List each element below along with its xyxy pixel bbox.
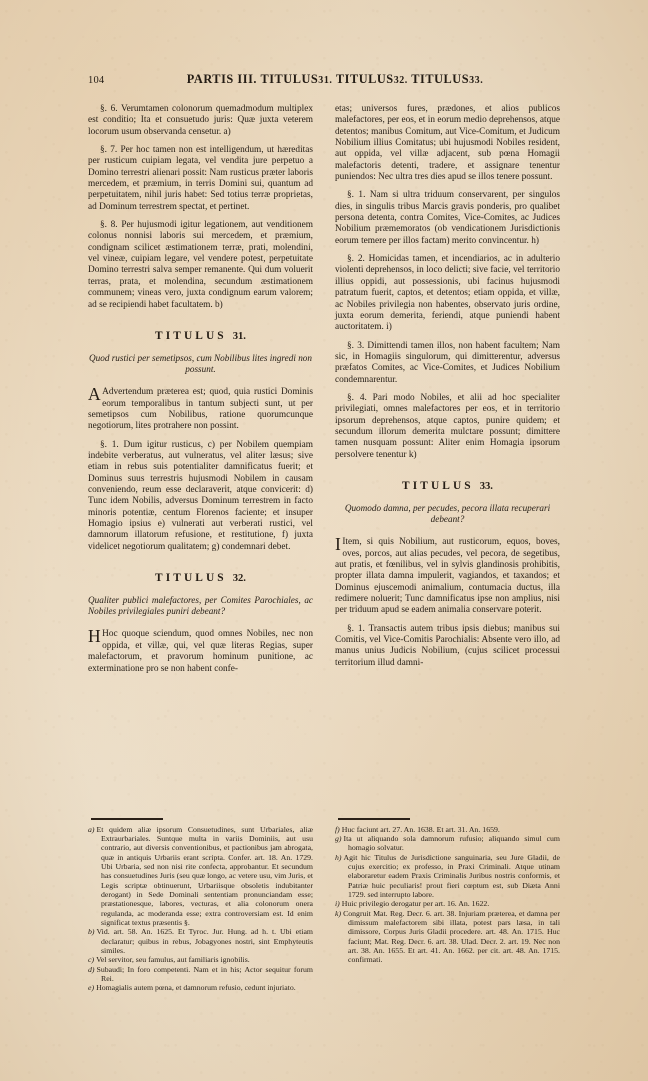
drop-cap-A: A <box>88 384 101 405</box>
paragraph-section-6: §. 6. Verumtamen colonorum quemadmodum multiplex est conditio; Ita et consuetudo juris: Quæ juxta veterem locorum usum observanda censetur. a) <box>88 104 313 137</box>
footnote-e-text: Homagialis autem pœna, et damnorum refusio, cedunt injuriato. <box>96 983 296 993</box>
drop-cap-I: I <box>335 534 341 555</box>
footnote-a-label: a) <box>88 824 95 834</box>
footnote-g-label: g) <box>335 833 342 843</box>
footnote-f <box>335 825 560 834</box>
footnote-k-label: k) <box>335 908 342 918</box>
titulus-53-heading <box>335 480 560 492</box>
footnote-a <box>88 825 313 928</box>
titulus-53-rubric: Quomodo damna, per pecudes, pecora illata recuperari debeant? <box>344 502 551 525</box>
running-title <box>88 72 560 87</box>
paragraph-r-section-3: §. 3. Dimittendi tamen illos, non habent facultem; Nam sic, in Homagiis singulorum, qui dimitterentur, adversus præfatos Comites, ac Vice-Comites, et Judices Nobilium condemnarentur. <box>335 340 560 385</box>
paragraph-continuation: etas; universos fures, prædones, et alios publicos malefactores, per eos, et in eorum medio deprehensos, atque detentos; manibus Comitum, aut Vice-Comitum, et Judicum Nobilium illius Comitatus; ubi hujusmodi Nobiles resident, aut oppida, vel villæ adjacent, sub pœna Homagii malefactoris detenti, tradere, et assignare tenentur puniendos: Nec ultra tres dies apud se illos tenere possunt. <box>335 104 560 183</box>
footnote-c <box>88 955 313 964</box>
running-title-titulus-a: TITULUS <box>260 72 319 86</box>
footnote-f-text: Huc faciunt art. 27. An. 1638. Et art. 31. An. 1659. <box>341 824 500 834</box>
footnote-i-label: i) <box>335 899 340 909</box>
titulus-53-opening-text: Item, si quis Nobilium, aut rusticorum, equos, boves, oves, porcos, aut alias pecudes, vel pecora, de segetibus, aut pratis, et fœnilibus, vel in sylvis glandinosis prohibitis, propter illata damna impulerit, vagiandos, et taxandos; et Dominus ejuscemodi animalium, contumacia ductus, illa redimere noluerit; Tunc damnificatus ipse non amplius, nisi per triduum apud se eadem animalia conservare poterit. <box>335 537 560 616</box>
footnote-g-text: Ita ut aliquando sola damnorum rufusio; aliquando simul cum homagio solvatur. <box>343 833 560 853</box>
footnote-c-text: Vel servitor, seu famulus, aut familiaris ignobilis. <box>96 955 250 965</box>
titulus-52-opening-paragraph <box>88 626 313 674</box>
titulus-52-number: 32. <box>232 573 246 585</box>
footnote-k-text: Congruit Mat. Reg. Decr. 6. art. 38. Injuriam præterea, et damna per dimissum malefactorem sibi illata, potest pars læsa, in tali dimissore, Corpus Juris Gladii procedere. art. 48. An. 1715. Huc faciunt; Mat. Reg. Decr. 6. art. 38. Ulad. Decr. 2. art. 19. Nec non art. 38. An. 1655. Et art. 41. An. 1662. per cit. art. 48. An. 1715. confirmati. <box>343 908 560 965</box>
footnote-area <box>88 818 560 993</box>
footnote-d-label: d) <box>88 964 95 974</box>
titulus-52-heading <box>88 572 313 584</box>
footnote-column-right <box>335 818 560 993</box>
titulus-51-word: TITULUS <box>155 329 227 342</box>
paragraph-r-section-1: §. 1. Nam si ultra triduum conservarent, per singulos dies, in singulis tribus Marcis gravis ponderis, pro qualibet persona detenta, contra Comites, Vice-Comites, ac Judices Nobilium præmemoratos (ob vendicationem Jurisdictionis eorum temere per illos factam) merito convincentur. h) <box>335 190 560 246</box>
titulus-52-rubric: Qualiter publici malefactores, per Comites Parochiales, ac Nobiles privilegiales puniri debeant? <box>88 595 313 617</box>
left-column <box>88 104 313 675</box>
footnote-i-text: Huic privilegio derogatur per art. 16. An. 1622. <box>341 899 490 909</box>
paragraph-t51-section-1: §. 1. Dum igitur rusticus, c) per Nobilem quempiam indebite verberatus, aut vulneratus, vel aliter læsus; sive etiam in rebus suis potentialiter damnificatus fuerit; et Dominus suus terrestris hujusmodi Nobilem in causam conveniendo, reum esse declaraverit, atque convicerit: d) Tunc idem Nobilis, adversus Dominum terrestrem in facto minoris potentiæ, centum Florenos faciente; et insuper Homagio ipsius e) vulnerati aut verberati rustici, vel damnorum illatorum refusione, et restitutione, f) juxta videlicet negotiorum qualitatem; g) condemnari debet. <box>88 439 313 552</box>
running-title-num-b: 32. <box>393 75 408 86</box>
titulus-53-opening-paragraph <box>335 534 560 616</box>
footnote-d <box>88 965 313 984</box>
running-title-num-a: 31. <box>318 75 333 86</box>
titulus-51-heading <box>88 330 313 342</box>
footnote-g <box>335 834 560 853</box>
titulus-51-opening-text: Advertendum præterea est; quod, quia rustici Dominis eorum temporalibus in tantum subjecti sunt, ut per semetipsos cum Nobilibus, ratione quorumcunque negotiorum, lites protrahere non possint. <box>88 387 313 432</box>
footnote-h <box>335 853 560 900</box>
footnote-e-label: e) <box>88 983 95 993</box>
running-title-num-c: 33. <box>469 75 484 86</box>
footnote-separator-right <box>338 818 410 820</box>
footnote-b <box>88 927 313 955</box>
footnote-b-text: Vid. art. 58. An. 1625. Et Tyroc. Jur. Hung. ad h. t. Ubi etiam declaratur; quibus in rebus, Jobagyones nostri, sint Emphyteutis similes. <box>96 927 313 956</box>
footnote-e <box>88 983 313 992</box>
titulus-53-word: TITULUS <box>402 479 474 492</box>
paragraph-t53-section-1: §. 1. Transactis autem tribus ipsis diebus; manibus sui Comitis, vel Vice-Comitis Parochialis: Absente vero illo, ad manus unius Judicis Nobilium, (cujus scilicet processui territorium illud damni- <box>335 623 560 668</box>
footnote-separator-left <box>91 818 163 820</box>
titulus-51-opening-paragraph <box>88 384 313 432</box>
titulus-51-rubric: Quod rustici per semetipsos, cum Nobilibus lites ingredi non possunt. <box>89 352 312 375</box>
titulus-51-number: 31. <box>232 330 246 342</box>
running-head <box>88 72 560 92</box>
text-columns <box>88 104 560 675</box>
footnote-b-label: b) <box>88 927 95 937</box>
folio-number: 104 <box>88 75 105 86</box>
footnote-columns <box>88 818 560 993</box>
page-content <box>88 72 560 675</box>
paragraph-section-8: §. 8. Per hujusmodi igitur legationem, aut venditionem colonus nonnisi laboris sui mercedem, et præmium, condignam scilicet æstimationem terræ, prati, molendini, vel vineæ, cuipiam legare, vel vendere potest, perpetuitate Domino terrestri salva semper remanente. Qui dum voluerit terras, prata, et molendina, secundum æstimationem communem; vineas vero, juxta condignum earum valorem; ad se recipiendi habet facultatem. b) <box>88 220 313 310</box>
titulus-52-opening-text: Hoc quoque sciendum, quod omnes Nobiles, nec non oppida, et villæ, qui, vel quæ literas Regias, super malefactorum, et pravorum hominum punitione, ac exterminatione pro se non habent confe- <box>88 629 313 674</box>
footnote-column-left <box>88 818 313 993</box>
footnote-f-label: f) <box>335 824 340 834</box>
footnote-h-label: h) <box>335 852 342 862</box>
footnote-c-label: c) <box>88 955 95 965</box>
footnote-h-text: Agit hic Titulus de Jurisdictione sanguinaria, seu Jure Gladii, de cujus exercitio; ex professo, in Praxi Criminali. Atque utinam elaboraretur eadem Praxis Criminalis Juribus nostris conformis, et Patriæ huic peculiaris! prout fieri cœptum est, sub Diæta Anni 1729. sed interrupto labore. <box>343 852 560 899</box>
paragraph-r-section-2: §. 2. Homicidas tamen, et incendiarios, ac in adulterio violenti deprehensos, in loco delicti; sive facie, vel territorio illius oppidi, aut possessionis, ubi facinus hujusmodi patratum fuerit, captos, et detentos; etiam oppida, et villæ, ac Nobiles privilegia non habentes, observato juris ordine, juxta eorum demerita, feriendi, atque puniendi habent auctoritatem. i) <box>335 254 560 333</box>
footnote-i <box>335 899 560 908</box>
paragraph-section-7: §. 7. Per hoc tamen non est intelligendum, ut hæreditas per rusticum cuipiam legata, vel vendita jure perpetuo a Domino terrestri alienari possit: Nam rusticus præter laboris mercedem, et præmium, in terris Domini sui, quantum ad perpetuitatem, nihil juris habet: Sed totius terræ proprietas, ad Dominum terrestrem spectat, et pertinet. <box>88 145 313 212</box>
running-title-titulus-b: TITULUS <box>335 72 394 86</box>
right-column <box>335 104 560 675</box>
running-title-part: PARTIS III. <box>186 72 258 86</box>
titulus-52-word: TITULUS <box>155 572 227 585</box>
footnote-a-text: Et quidem aliæ ipsorum Consuetudines, sunt Urbariales, aliæ Extraurbariales. Suntque multa in variis Dominiis, aut usu contrario, aut diversis conventionibus, et pactionibus jam abrogata, quæ in antiquis Urbariis erant scripta. Confer. art. 18. An. 1729. Ubi Urbaria, sed non nisi rite confecta, approbantur. Et secundum has consuetudines Juris (seu quæ longo, ac vetere usu, vim Juris, et Legis scriptæ obtinuerunt, Urbariisque obsoletis indubitanter derogant) in Sede Dominali sententiam pronunciandam esse; præstationesque, labores, vecturas, et alia colonorum onera regulanda, ac moderanda esse; extra controversiam est. Id enim significat textus præsentis §. <box>96 824 313 928</box>
drop-cap-H: H <box>88 626 101 647</box>
running-title-titulus-c: TITULUS <box>411 72 470 86</box>
paragraph-r-section-4: §. 4. Pari modo Nobiles, et alii ad hoc specialiter privilegiati, omnes malefactores per eos, et in territorio ipsorum deprehensos, atque captos, punire quidem; et secundum illorum demerita mulctare possunt; dimittere tamen nusquam possunt: Aliter enim Homagia ipsorum persolvere tenentur k) <box>335 392 560 460</box>
footnote-d-text: Subaudi; In foro competenti. Nam et in his; Actor sequitur forum Rei. <box>96 964 313 984</box>
titulus-53-number: 33. <box>479 480 493 492</box>
footnote-k <box>335 909 560 965</box>
